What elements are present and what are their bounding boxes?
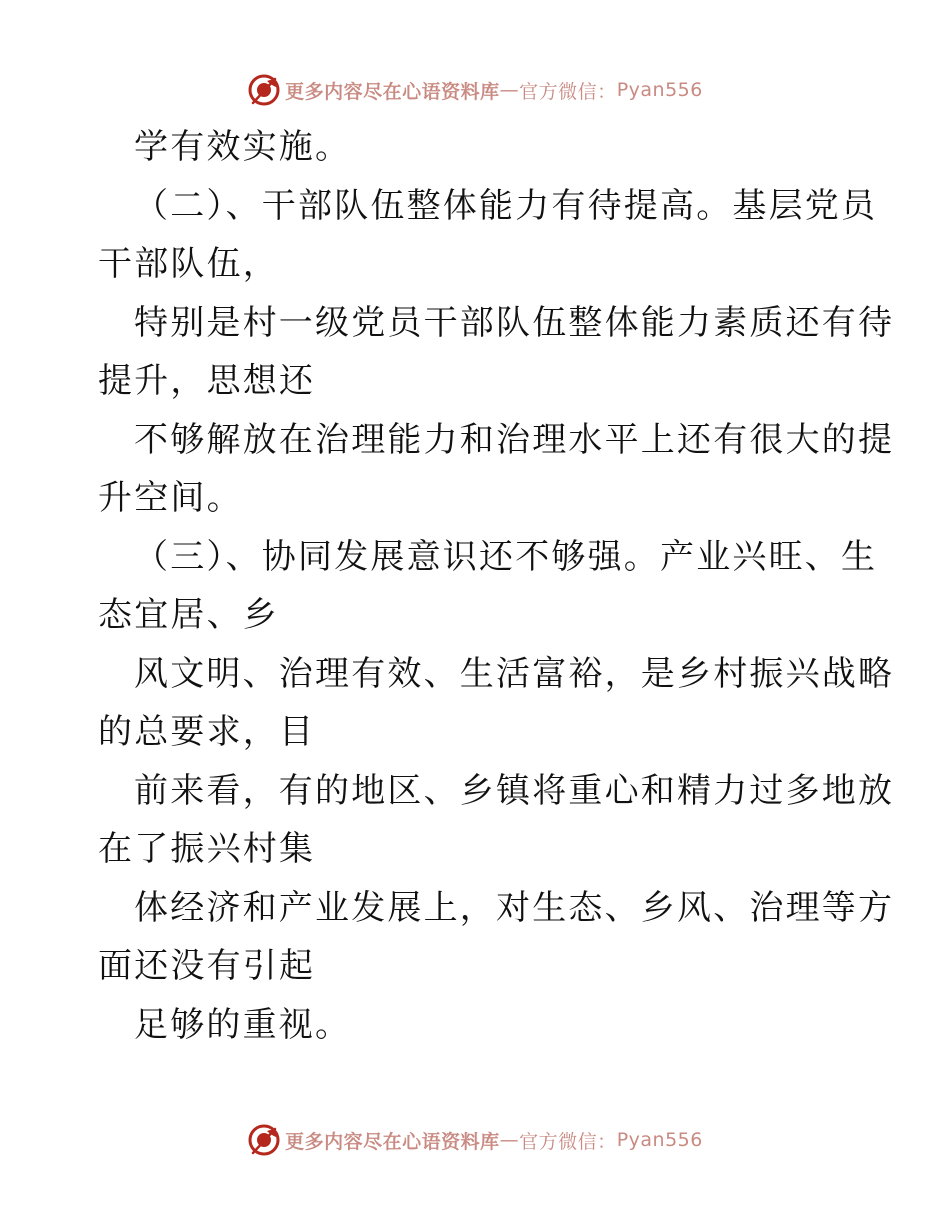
watermark-wechat-id: Pyan556 — [616, 79, 703, 101]
text-line: 干部队伍， — [98, 244, 279, 284]
text-line: 面还没有引起 — [98, 946, 316, 986]
watermark-separator: — — [499, 79, 520, 101]
text-line: 风文明、治理有效、生活富裕，是乡村振兴战略 — [134, 653, 895, 694]
text-line: 足够的重视。 — [134, 1004, 352, 1045]
feather-seal-icon — [247, 73, 281, 107]
text-line: （二）、干部队伍整体能力有待提高。基层党员 — [134, 185, 878, 226]
footer-watermark — [0, 1120, 950, 1160]
watermark-wechat-label: 官方微信： — [519, 1130, 617, 1153]
text-line: 学有效实施。 — [134, 127, 352, 167]
text-line: 升空间。 — [98, 478, 243, 518]
text-line: （三）、协同发展意识还不够强。产业兴旺、生 — [134, 536, 878, 577]
text-line: 的总要求，目 — [98, 712, 316, 752]
text-line: 不够解放在治理能力和治理水平上还有很大的提 — [134, 419, 895, 460]
text-line: 提升，思想还 — [98, 361, 316, 401]
text-line: 体经济和产业发展上，对生态、乡风、治理等方 — [134, 887, 895, 928]
document-body — [98, 118, 895, 1054]
text-line: 前来看，有的地区、乡镇将重心和精力过多地放 — [134, 770, 895, 811]
watermark-separator: — — [499, 1129, 520, 1151]
header-watermark — [0, 70, 950, 110]
watermark-wechat-label: 官方微信： — [519, 80, 617, 103]
watermark-brand: 更多内容尽在心语资料库 — [285, 1130, 500, 1153]
text-line: 态宜居、乡 — [98, 595, 279, 635]
feather-seal-icon — [247, 1123, 281, 1157]
watermark-brand: 更多内容尽在心语资料库 — [285, 80, 500, 103]
text-line: 特别是村一级党员干部队伍整体能力素质还有待 — [134, 302, 895, 343]
text-line: 在了振兴村集 — [98, 829, 316, 869]
watermark-wechat-id: Pyan556 — [616, 1129, 703, 1151]
